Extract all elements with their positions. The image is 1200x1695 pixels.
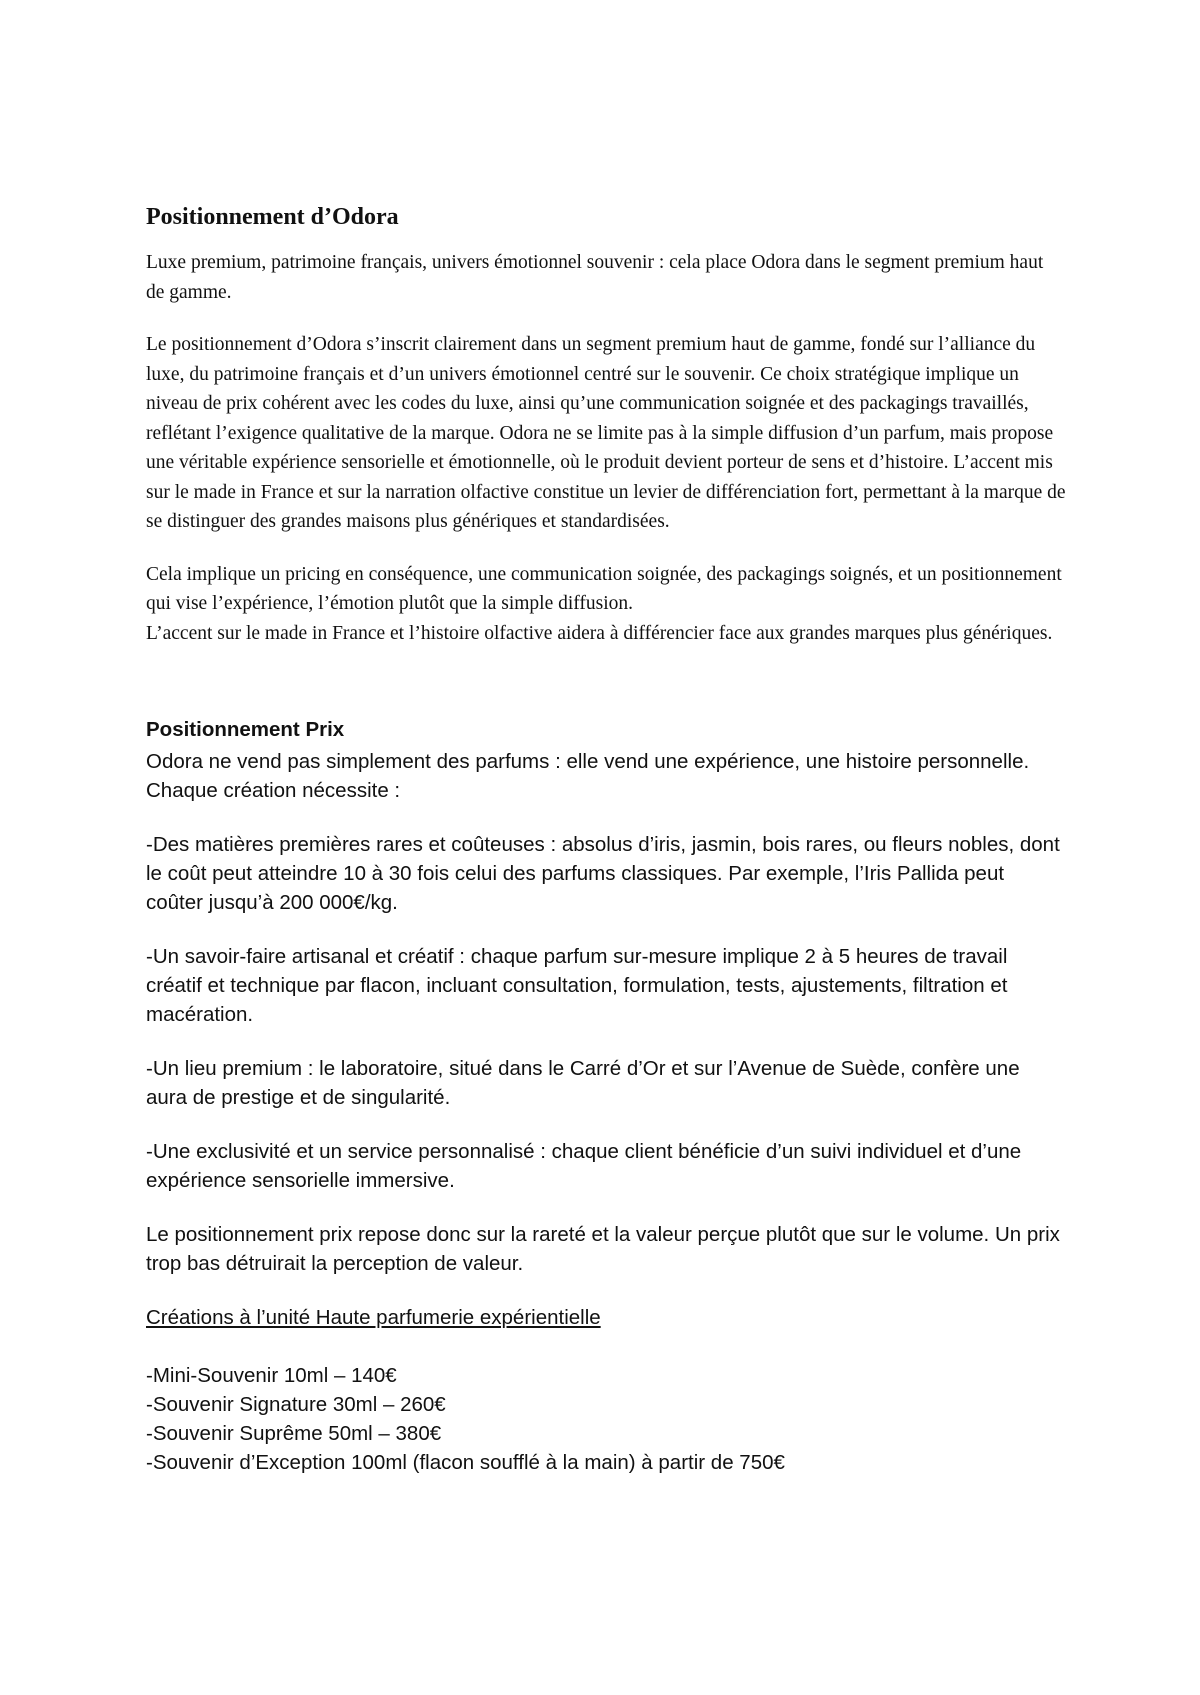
price-list-item: -Mini-Souvenir 10ml – 140€	[146, 1364, 397, 1387]
paragraph: Le positionnement prix repose donc sur la rareté et la valeur perçue plutôt que sur le volume. Un prix trop bas détruirait la perception de valeur.	[146, 1223, 1060, 1275]
paragraph: -Un lieu premium : le laboratoire, situé dans le Carré d’Or et sur l’Avenue de Suède, confère une aura de prestige et de singularité.	[146, 1057, 1020, 1109]
price-list	[146, 1361, 1066, 1477]
section-title-odora-positioning: Positionnement d’Odora	[146, 204, 399, 230]
paragraph: -Une exclusivité et un service personnalisé : chaque client bénéficie d’un suivi individuel et d’une expérience sensorielle immersive.	[146, 1140, 1022, 1192]
paragraph: -Un savoir-faire artisanal et créatif : chaque parfum sur-mesure implique 2 à 5 heures de travail créatif et technique par flacon, incluant consultation, formulation, tests, ajustements, filtration et macération.	[146, 945, 1008, 1026]
price-list-subtitle: Créations à l’unité Haute parfumerie expérientielle	[146, 1306, 601, 1329]
paragraph: Le positionnement d’Odora s’inscrit clairement dans un segment premium haut de gamme, fondé sur l’alliance du luxe, du patrimoine français et d’un univers émotionnel centré sur le souvenir. Ce choix stratégique implique un niveau de prix cohérent avec les codes du luxe, ainsi qu’une communication soignée et des packagings travaillés, reflétant l’exigence qualitative de la marque. Odora ne se limite pas à la simple diffusion d’un parfum, mais propose une véritable expérience sensorielle et émotionnelle, où le produit devient porteur de sens et d’histoire. L’accent mis sur le made in France et sur la narration olfactive constitue un levier de différenciation fort, permettant à la marque de se distinguer des grandes maisons plus génériques et standardisées.	[146, 334, 1066, 532]
document-page	[146, 202, 1066, 1477]
price-list-item: -Souvenir d’Exception 100ml (flacon soufflé à la main) à partir de 750€	[146, 1451, 785, 1474]
section-title-price-positioning: Positionnement Prix	[146, 718, 345, 741]
paragraph: Odora ne vend pas simplement des parfums : elle vend une expérience, une histoire personnelle. Chaque création nécessite :	[146, 750, 1030, 802]
paragraph: Luxe premium, patrimoine français, univers émotionnel souvenir : cela place Odora dans le segment premium haut de gamme.	[146, 252, 1044, 303]
paragraph: L’accent sur le made in France et l’histoire olfactive aidera à différencier face aux grandes marques plus génériques.	[146, 622, 1053, 644]
paragraph: -Des matières premières rares et coûteuses : absolus d’iris, jasmin, bois rares, ou fleurs nobles, dont le coût peut atteindre 10 à 30 fois celui des parfums classiques. Par exemple, l’Iris Pallida peut coûter jusqu’à 200 000€/kg.	[146, 833, 1060, 914]
price-list-item: -Souvenir Suprême 50ml – 380€	[146, 1422, 442, 1445]
price-list-item: -Souvenir Signature 30ml – 260€	[146, 1393, 446, 1416]
paragraph: Cela implique un pricing en conséquence, une communication soignée, des packagings soignés, et un positionnement qui vise l’expérience, l’émotion plutôt que la simple diffusion.	[146, 563, 1062, 614]
